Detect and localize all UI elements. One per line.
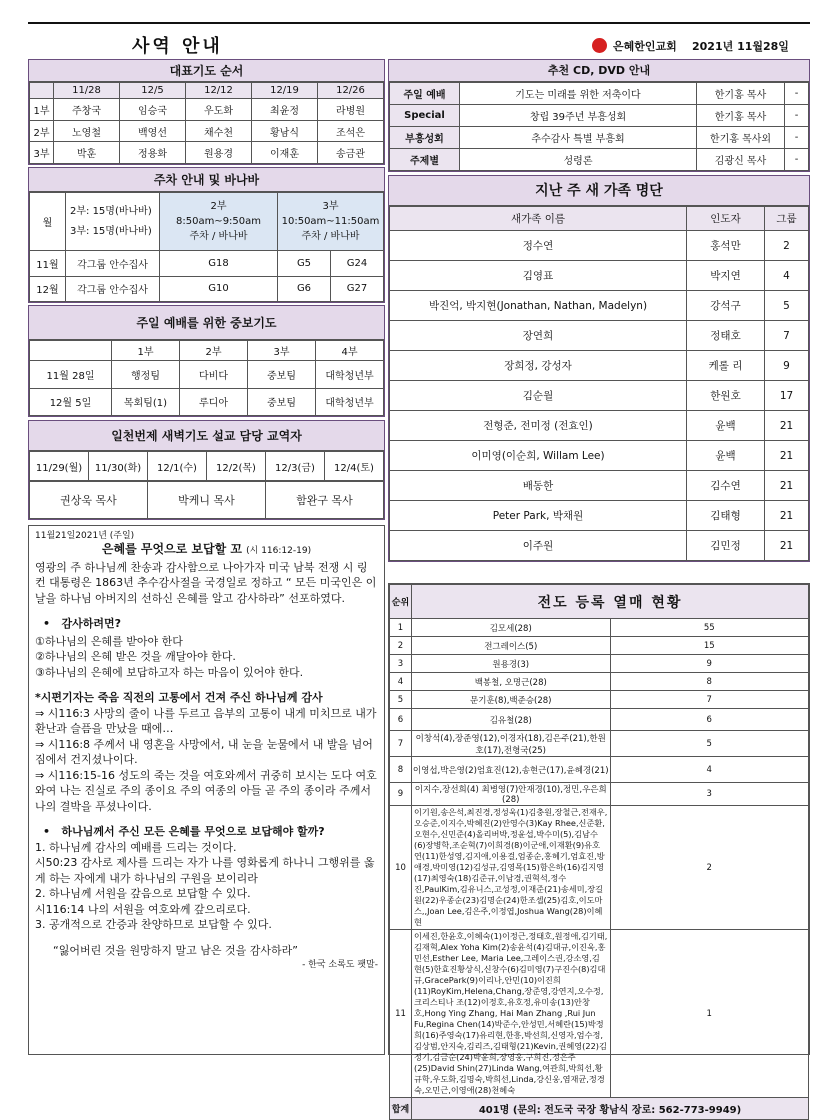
pastor-cell: 권상욱 목사	[30, 482, 148, 519]
list-item: 3. 공개적으로 간증과 찬양하므로 보답할 수 있다.	[35, 918, 272, 931]
table-row: Peter Park, 박채원 김태형 21	[390, 501, 809, 531]
table-row: 김영표 박지연 4	[390, 261, 809, 291]
date-cell: 12/3(금)	[266, 452, 325, 481]
category-cell: 주제별	[390, 149, 460, 171]
total-row: 합계 401명 (문의: 전도국 국장 황남식 장로: 562-773-9949)	[390, 1098, 809, 1120]
name-cell: 원용경	[186, 142, 252, 164]
section-heading: *시편기자는 죽음 직전의 고통에서 건져 주신 하나님께 감사	[35, 691, 323, 704]
barnabas-note: 2부: 15명(바나바) 3부: 15명(바나바)	[66, 193, 160, 251]
section-heading: • 감사하려면?	[43, 617, 122, 630]
group-cell: G24	[331, 251, 384, 277]
evangelism-table	[389, 584, 809, 1120]
date-cell: 11/29(월)	[30, 452, 89, 481]
date-cell: 12/19	[252, 83, 318, 99]
dawn-dates-table	[29, 451, 384, 481]
parking-table	[29, 192, 384, 302]
date-cell: 12/12	[186, 83, 252, 99]
team-cell: 다비다	[180, 361, 248, 389]
col-header: 새가족 이름	[390, 207, 687, 231]
list-item: 1. 하나님께 감사의 예배를 드리는 것이다.	[35, 840, 237, 854]
media-table: 주일 예배 기도는 미래를 위한 저축이다 한기홍 목사 - Special 창립 39주년 부흥성회 한기홍 목사 - 부흥성회 추수감사 특별 부흥회 한기홍 목사외 - 주제별 성령론 김광신 목사 -	[389, 82, 809, 171]
month-cell: 11월	[30, 251, 66, 277]
table-row: 10 이기원,송은석,최진경,정성욱(1)김충원,장철근,전재우,오승준,이지수,박혜진(2)안영수(3)Kay Rhee,신준환,오현수,신민준(4)올리버박,정윤섭,박수미(5),김남수(6)장병학,조순혁(7)이희경(8)이군애,이재환(9)유호연(11)한성영,김지애,이용걸,엄종순,홍혜기,엄효진,방애경,박미영(12)김성규,김영목(15)함은하(16)김지영(17)최영숙(18)김준규,이남경,권혁석,정수진,PaulKim,김유니스,고성정,이재준(21)송세미,장길원(22)우종순(23)김명순(24)한조셉(25)김호,이도마스,,Joan Lee,김은주,이정엽,Joshua Wang(28)이혜현 2	[390, 806, 809, 930]
table-row: 9 이지수,장선희(4) 최병영(7)안재경(10),정민,우은희(28) 3	[390, 783, 809, 806]
table-row: 전형준, 전미정 (전효인) 윤백 21	[390, 411, 809, 441]
speaker-cell: 한기홍 목사	[697, 105, 785, 127]
col-header: 인도자	[687, 207, 765, 231]
table-row: 장희정, 강성자 케롤 리 9	[390, 351, 809, 381]
name-cell: 채수천	[186, 120, 252, 142]
pastor-cell: 함완구 목사	[266, 482, 384, 519]
duty-cell: 각그룹 안수집사	[66, 276, 160, 302]
name-cell: 라병원	[318, 99, 384, 121]
intercession-table	[29, 340, 384, 416]
intercession-section	[28, 305, 385, 417]
team-cell: 목회팀(1)	[112, 388, 180, 416]
col-header: 2부	[180, 341, 248, 361]
col-header: 1부	[112, 341, 180, 361]
list-item: ②하나님의 은혜 받은 것을 깨달아야 한다.	[35, 650, 236, 663]
parking-title: 주차 안내 및 바나바	[29, 168, 384, 192]
month-header: 월	[30, 193, 66, 251]
speaker-cell: 한기홍 목사	[697, 83, 785, 105]
list-item: 시50:23 감사로 제사를 드리는 자가 나를 영화롭게 하나니 그행위를 옳게 하는 자에게 내가 하나님의 구원을 보이리라	[35, 856, 375, 885]
title-cell: 창립 39주년 부흥성회	[460, 105, 697, 127]
table-row: 정수연 홍석만 2	[390, 231, 809, 261]
service-label: 1부	[30, 99, 54, 121]
list-item: 2. 하나님께 서원을 갚음으로 보답할 수 있다.	[35, 887, 251, 900]
name-cell: 박훈	[54, 142, 120, 164]
quote-source: - 한국 소록도 팻말-	[302, 960, 378, 970]
name-cell: 주창국	[54, 99, 120, 121]
date-cell: 12월 5일	[30, 388, 112, 416]
name-cell: 백영선	[120, 120, 186, 142]
church-logo-icon	[592, 38, 607, 53]
table-row: 2 전그레이스(5) 15	[390, 637, 809, 655]
service3-header: 3부 10:50am~11:50am 주차 / 바나바	[278, 193, 384, 251]
media-title: 추천 CD, DVD 안내	[389, 60, 809, 82]
team-cell: 대학청년부	[316, 361, 384, 389]
name-cell: 이재훈	[252, 142, 318, 164]
dawn-prayer-section	[28, 420, 385, 520]
category-cell: Special	[390, 105, 460, 127]
team-cell: 중보팀	[248, 388, 316, 416]
speaker-cell: 김광신 목사	[697, 149, 785, 171]
service-label: 3부	[30, 142, 54, 164]
top-rule	[28, 22, 810, 24]
team-cell: 루디아	[180, 388, 248, 416]
month-cell: 12월	[30, 276, 66, 302]
sermon-box	[28, 525, 385, 1055]
table-row: 배동한 김수연 21	[390, 471, 809, 501]
table-row: 6 김유철(28) 6	[390, 709, 809, 731]
table-row: 박진억, 박지현(Jonathan, Nathan, Madelyn) 강석구 5	[390, 291, 809, 321]
evangelism-title: 전도 등록 열매 현황	[412, 585, 809, 619]
group-cell: G18	[160, 251, 278, 277]
list-item: ⇒ 시116:15-16 성도의 죽는 것을 여호와께서 귀중히 보시는 도다 여호와여 나는 진실로 주의 종이요 주의 여종의 아들 곧 주의 종이라 주께서 나의 결박을 푸셨나이다.	[35, 768, 377, 813]
dawn-prayer-title: 일천번제 새벽기도 설교 담당 교역자	[29, 421, 384, 451]
name-cell: 송금관	[318, 142, 384, 164]
list-item: ③하나님의 은혜에 보답하고자 하는 마음이 있어야 한다.	[35, 665, 304, 679]
name-cell: 황남식	[252, 120, 318, 142]
date-cell: 12/1(수)	[148, 452, 207, 481]
group-cell: G6	[278, 276, 331, 302]
date-cell: 12/2(목)	[207, 452, 266, 481]
title-cell: 추수감사 특별 부흥회	[460, 127, 697, 149]
category-cell: 주일 예배	[390, 83, 460, 105]
parking-section	[28, 167, 385, 303]
church-name: 은혜한인교회	[613, 40, 677, 53]
new-family-section	[388, 175, 810, 562]
group-cell: G10	[160, 276, 278, 302]
title-cell: 기도는 미래를 위한 저축이다	[460, 83, 697, 105]
name-cell: 정용화	[120, 142, 186, 164]
col-header: 4부	[316, 341, 384, 361]
page-title: 사역 안내	[132, 36, 223, 57]
name-cell: 조석은	[318, 120, 384, 142]
sermon-intro: 영광의 주 하나님께 찬송과 감사함으로 나아가자 미국 남북 전쟁 시 링컨 대통령은 1863년 추수감사절을 국경일로 정하고 “ 모든 미국인은 이 날을 하나님 아버지의 선하신 은혜를 알고 감사하라” 선포하였다.	[35, 560, 377, 605]
table-row: 7 이창석(4),장준영(12),이경자(18),김은주(21),한원호(17),전형국(25) 5	[390, 731, 809, 757]
title-cell: 성령론	[460, 149, 697, 171]
name-cell: 우도화	[186, 99, 252, 121]
list-item: ①하나님의 은혜를 받아야 한다	[35, 634, 183, 648]
media-section	[388, 59, 810, 172]
name-cell: 최윤정	[252, 99, 318, 121]
service-label: 2부	[30, 120, 54, 142]
evangelism-section	[388, 583, 810, 1116]
list-item: ⇒ 시116:3 사망의 줄이 나를 두르고 음부의 고통이 내게 미치므로 내가 환난과 슬픔을 만났을 때에…	[35, 706, 377, 735]
group-cell: G27	[331, 276, 384, 302]
table-row: 김순월 한원호 17	[390, 381, 809, 411]
prayer-order-table	[29, 82, 384, 164]
table-row: 11 이세진,한윤호,이혜숙(1)이정근,정태호,원정애,김기태,김재혁,Alex Yoha Kim(2)송윤석(4)김대규,이진욱,홍민선,Esther Lee, Maria Lee,그레이스권,강소영,김현(5)한효진황상식,신창수(6)김미영(7)구진수(8)김대규,GracePark(9)이리나,안민(10)이진희(11)RoyKim,Helena,Chang,장준영,강연지,오수정,크리스티나 조(12)이정호,유호정,유미송(13)안창호,Hong Ying Zhang, Hai Man Zhang ,Rui Jun Fu,Regina Chen(14)박준수,안성민,서혜란(15)박정희(16)주영숙(17)유리현,한흥,박선희,신영자,엄수정,김상범,안지숙,김리즈,김태형(21)Kevin,권혜영(22)김정기,김금순(24)박윤희,장영웅,구희진,정은주(25)David Shin(27)Linda Wang,여관희,박희선,황규학,우도화,김명숙,박희선,Linda,강신웅,염재균,정경숙,오민근,이영애(28)천혜숙 1	[390, 930, 809, 1098]
date-cell: 12/5	[120, 83, 186, 99]
date-cell: 12/4(토)	[325, 452, 384, 481]
table-row: 8 이영섭,박은영(2)엄효진(12),송현근(17),윤혜경(21) 4	[390, 757, 809, 783]
intercession-title: 주일 예배를 위한 중보기도	[29, 306, 384, 340]
sermon-dateline: 11월21일2021년 (주일)	[35, 531, 135, 541]
group-cell: G5	[278, 251, 331, 277]
date-cell: 11/30(화)	[89, 452, 148, 481]
date-cell: 11/28	[54, 83, 120, 99]
rank-header: 순위	[390, 585, 412, 619]
table-row: 1 김모세(28) 55	[390, 619, 809, 637]
duty-cell: 각그룹 안수집사	[66, 251, 160, 277]
name-cell: 노영철	[54, 120, 120, 142]
table-row: 5 문기훈(8),백준승(28) 7	[390, 691, 809, 709]
prayer-order-section	[28, 59, 385, 165]
list-item: 시116:14 나의 서원을 여호와께 갚으리로다.	[35, 902, 251, 916]
name-cell: 임승국	[120, 99, 186, 121]
table-row: 장연희 정태호 7	[390, 321, 809, 351]
bulletin-date: 2021년 11월28일	[692, 40, 789, 53]
new-family-title: 지난 주 새 가족 명단	[389, 176, 809, 206]
dawn-pastors-table	[29, 481, 384, 519]
team-cell: 중보팀	[248, 361, 316, 389]
table-row: 3 원용경(3) 9	[390, 655, 809, 673]
section-heading: • 하나님께서 주신 모든 은혜를 무엇으로 보답해야 할까?	[43, 825, 325, 838]
category-cell: 부흥성회	[390, 127, 460, 149]
speaker-cell: 한기홍 목사외	[697, 127, 785, 149]
closing-quote: “잃어버린 것을 원망하지 말고 남은 것을 감사하라”	[53, 943, 298, 957]
col-header: 3부	[248, 341, 316, 361]
pastor-cell: 박케니 목사	[148, 482, 266, 519]
team-cell: 행정팀	[112, 361, 180, 389]
team-cell: 대학청년부	[316, 388, 384, 416]
new-family-table	[389, 206, 809, 561]
date-cell: 12/26	[318, 83, 384, 99]
service2-header: 2부 8:50am~9:50am 주차 / 바나바	[160, 193, 278, 251]
table-row: 4 백봉철, 오명근(28) 8	[390, 673, 809, 691]
list-item: ⇒ 시116:8 주께서 내 영혼을 사망에서, 내 눈을 눈물에서 내 발을 넘어짐에서 건지셨나이다.	[35, 737, 373, 766]
col-header: 그룹	[765, 207, 809, 231]
date-cell: 11월 28일	[30, 361, 112, 389]
sermon-heading: 은혜를 무엇으로 보답할 꼬 (시 116:12-19)	[101, 542, 312, 556]
table-row: 이주원 김민정 21	[390, 531, 809, 561]
table-row: 이미영(이순희, Willam Lee) 윤백 21	[390, 441, 809, 471]
prayer-order-title: 대표기도 순서	[29, 60, 384, 82]
